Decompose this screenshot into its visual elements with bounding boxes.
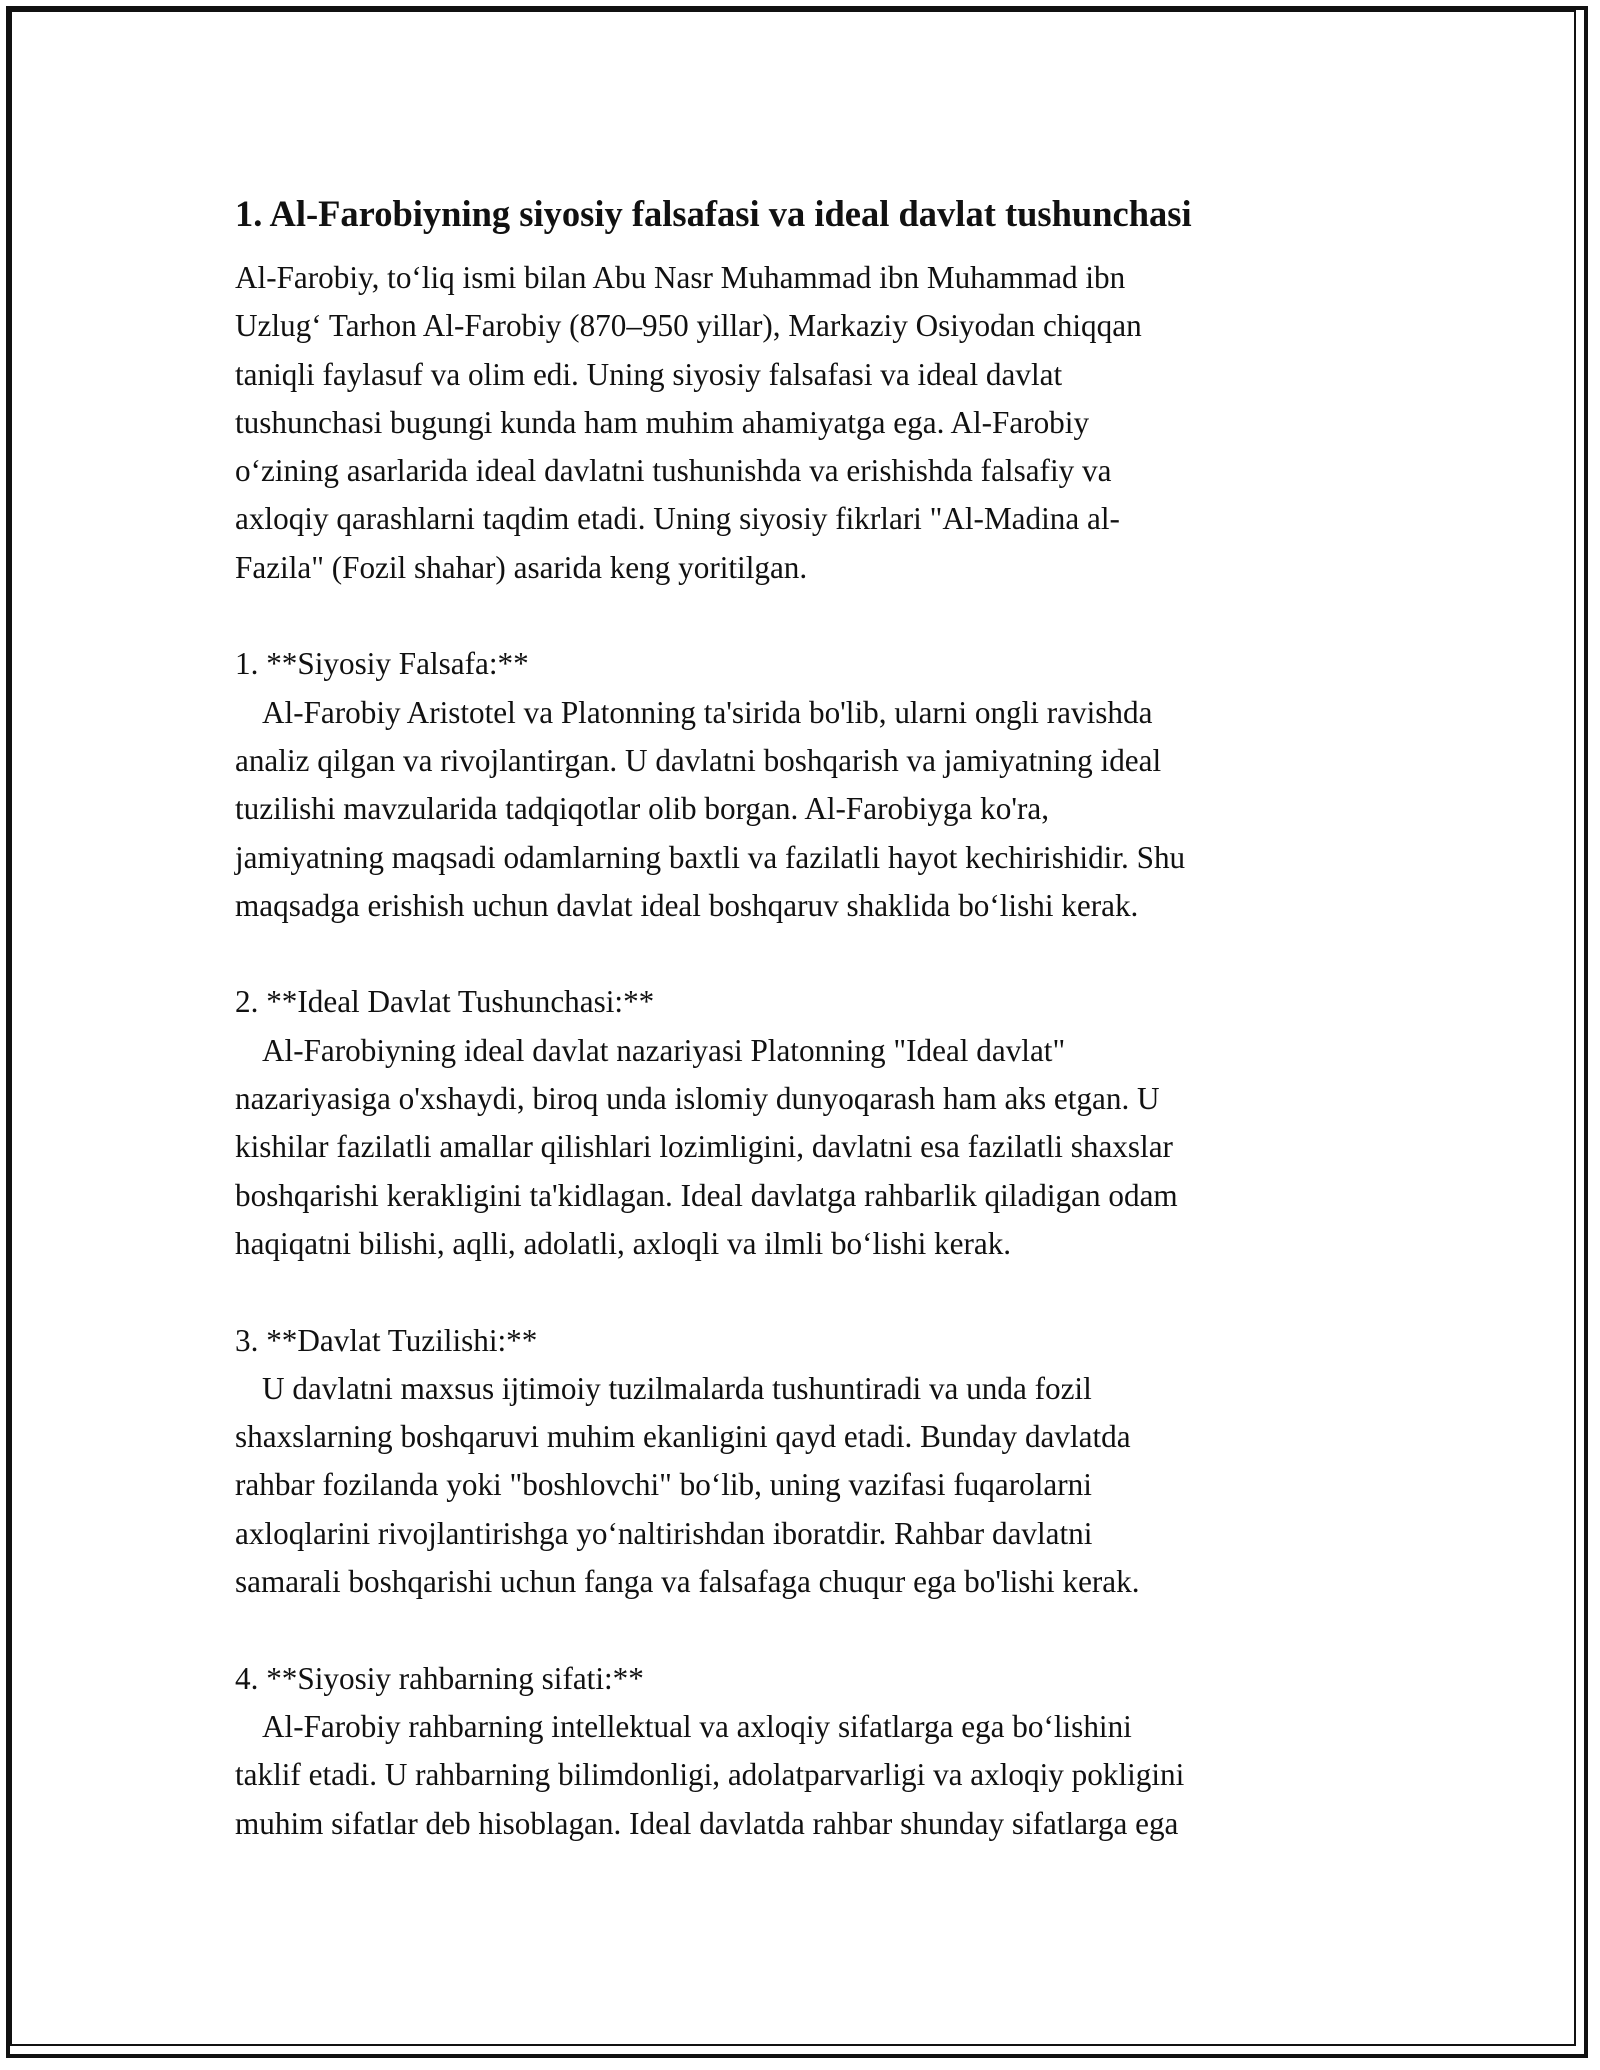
text-line: jamiyatning maqsadi odamlarning baxtli va fazilatli hayot kechirishidir. Shu [235,839,1186,875]
text-line: haqiqatni bilishi, aqlli, adolatli, axloqli va ilmli bo‘lishi kerak. [235,1225,1012,1261]
paragraph-spacer [235,1268,1375,1316]
text-line: Al-Farobiy Aristotel va Platonning ta'sirida bo'lib, ularni ongli ravishda [262,694,1153,730]
section-davlat-tuzilishi [235,1317,1375,1607]
text-line: taklif etadi. U rahbarning bilimdonligi, adolatparvarligi va axloqiy pokligini [235,1757,1185,1793]
paragraph-spacer [235,592,1375,640]
section-title: 4. **Siyosiy rahbarning sifati:** [235,1660,644,1696]
text-line: maqsadga erishish uchun davlat ideal boshqaruv shaklida bo‘lishi kerak. [235,887,1139,923]
text-line: Al-Farobiy rahbarning intellektual va axloqiy sifatlarga ega bo‘lishini [262,1708,1132,1744]
text-line: U davlatni maxsus ijtimoiy tuzilmalarda tushuntiradi va unda fozil [262,1370,1092,1406]
section-title: 1. **Siyosiy Falsafa:** [235,646,529,682]
section-title: 3. **Davlat Tuzilishi:** [235,1322,538,1358]
text-line: kishilar fazilatli amallar qilishlari lozimligini, davlatni esa fazilatli shaxslar [235,1129,1173,1165]
text-line: Al-Farobiy, to‘liq ismi bilan Abu Nasr Muhammad ibn Muhammad ibn [235,260,1126,295]
text-line: axloqlarini rivojlantirishga yo‘naltirishdan iboratdir. Rahbar davlatni [235,1515,1093,1551]
text-line: tuzilishi mavzularida tadqiqotlar olib borgan. Al-Farobiyga ko'ra, [235,791,1049,827]
section-rahbar-sifati [235,1655,1375,1848]
section-title: 2. **Ideal Davlat Tushunchasi:** [235,984,655,1020]
section-ideal-davlat [235,978,1375,1268]
text-line: tushunchasi bugungi kunda ham muhim ahamiyatga ega. Al-Farobiy [235,404,1090,440]
paragraph-spacer [235,930,1375,978]
text-line: Fazila" (Fozil shahar) asarida keng yoritilgan. [235,549,808,585]
text-line: analiz qilgan va rivojlantirgan. U davlatni boshqarish va jamiyatning ideal [235,742,1162,778]
text-line: boshqarishi kerakligini ta'kidlagan. Ideal davlatga rahbarlik qiladigan odam [235,1177,1178,1213]
document-heading: 1. Al-Farobiyning siyosiy falsafasi va ideal davlat tushunchasi [235,193,1192,234]
intro-paragraph [235,254,1375,592]
paragraph-spacer [235,1606,1375,1654]
text-line: nazariyasiga o'xshaydi, biroq unda islomiy dunyoqarash ham aks etgan. U [235,1081,1160,1117]
document-body [235,190,1375,1848]
text-line: shaxslarning boshqaruvi muhim ekanligini qayd etadi. Bunday davlatda [235,1419,1131,1455]
text-line: rahbar fozilanda yoki "boshlovchi" bo‘lib, uning vazifasi fuqarolarni [235,1467,1092,1503]
text-line: axloqiy qarashlarni taqdim etadi. Uning siyosiy fikrlari "Al-Madina al- [235,501,1120,537]
section-siyosiy-falsafa [235,640,1375,930]
text-line: muhim sifatlar deb hisoblagan. Ideal davlatda rahbar shunday sifatlarga ega [235,1805,1179,1841]
text-line: Al-Farobiyning ideal davlat nazariyasi Platonning "Ideal davlat" [262,1032,1066,1068]
text-line: Uzlug‘ Tarhon Al-Farobiy (870–950 yillar), Markaziy Osiyodan chiqqan [235,308,1142,344]
text-line: samarali boshqarishi uchun fanga va falsafaga chuqur ega bo'lishi kerak. [235,1564,1140,1600]
text-line: taniqli faylasuf va olim edi. Uning siyosiy falsafasi va ideal davlat [235,356,1063,392]
text-line: o‘zining asarlarida ideal davlatni tushunishda va erishishda falsafiy va [235,453,1112,489]
